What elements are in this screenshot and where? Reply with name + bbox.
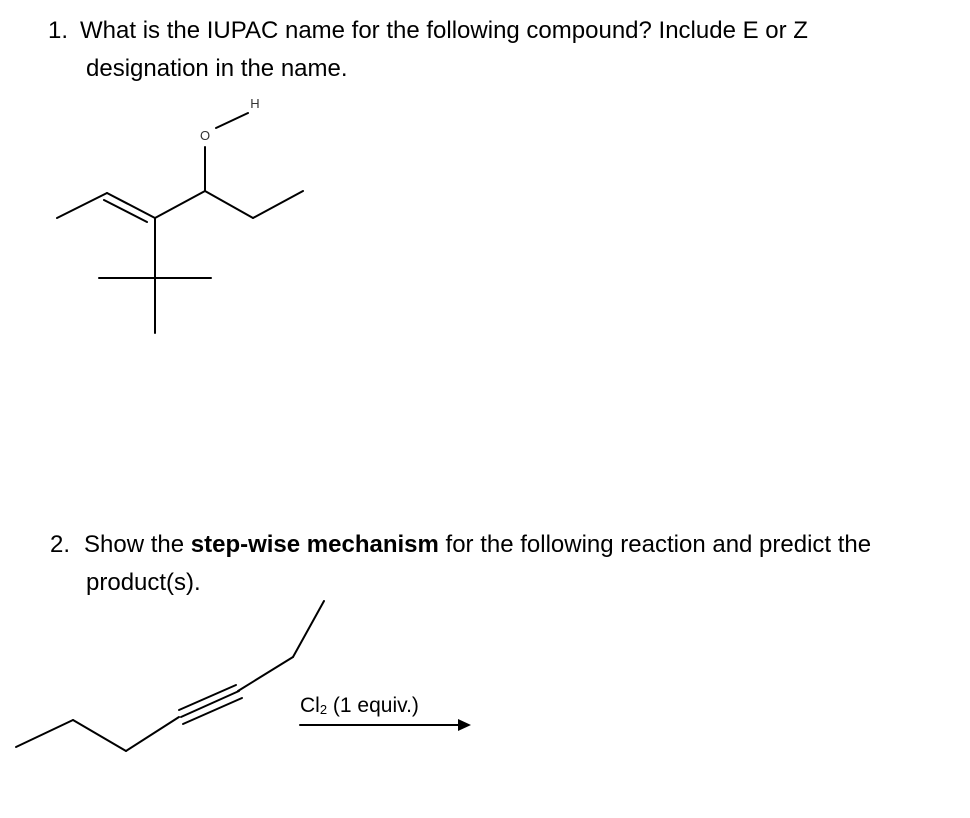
bond-ch3-left	[16, 720, 73, 747]
reagent-label: $Cl_2$ (1 equiv.)	[300, 694, 419, 717]
bond-to-alkyne	[126, 717, 179, 751]
bond-from-alkyne	[238, 657, 293, 691]
bond-ch3-right	[293, 601, 324, 657]
reaction-arrow-head	[458, 719, 471, 731]
question-2-text-line-2: product(s).	[86, 569, 201, 596]
question-1-text-line-2: designation in the name.	[86, 55, 348, 82]
oxygen-label: O	[199, 128, 211, 143]
question-2-emphasis: step-wise mechanism	[190, 531, 439, 558]
question-1-prompt: What is the IUPAC name for the following compound? Include E or Z	[80, 17, 808, 44]
question-2-number: 2.	[50, 531, 71, 558]
bond-alkyne-1	[179, 685, 236, 710]
question-2-prompt-start: Show the	[84, 531, 191, 558]
bond-ch2-left	[73, 720, 126, 751]
hydrogen-label: H	[250, 96, 260, 111]
question-2-prompt-end: for the following reaction and predict the	[438, 531, 872, 558]
question-1-number: 1.	[48, 17, 69, 44]
